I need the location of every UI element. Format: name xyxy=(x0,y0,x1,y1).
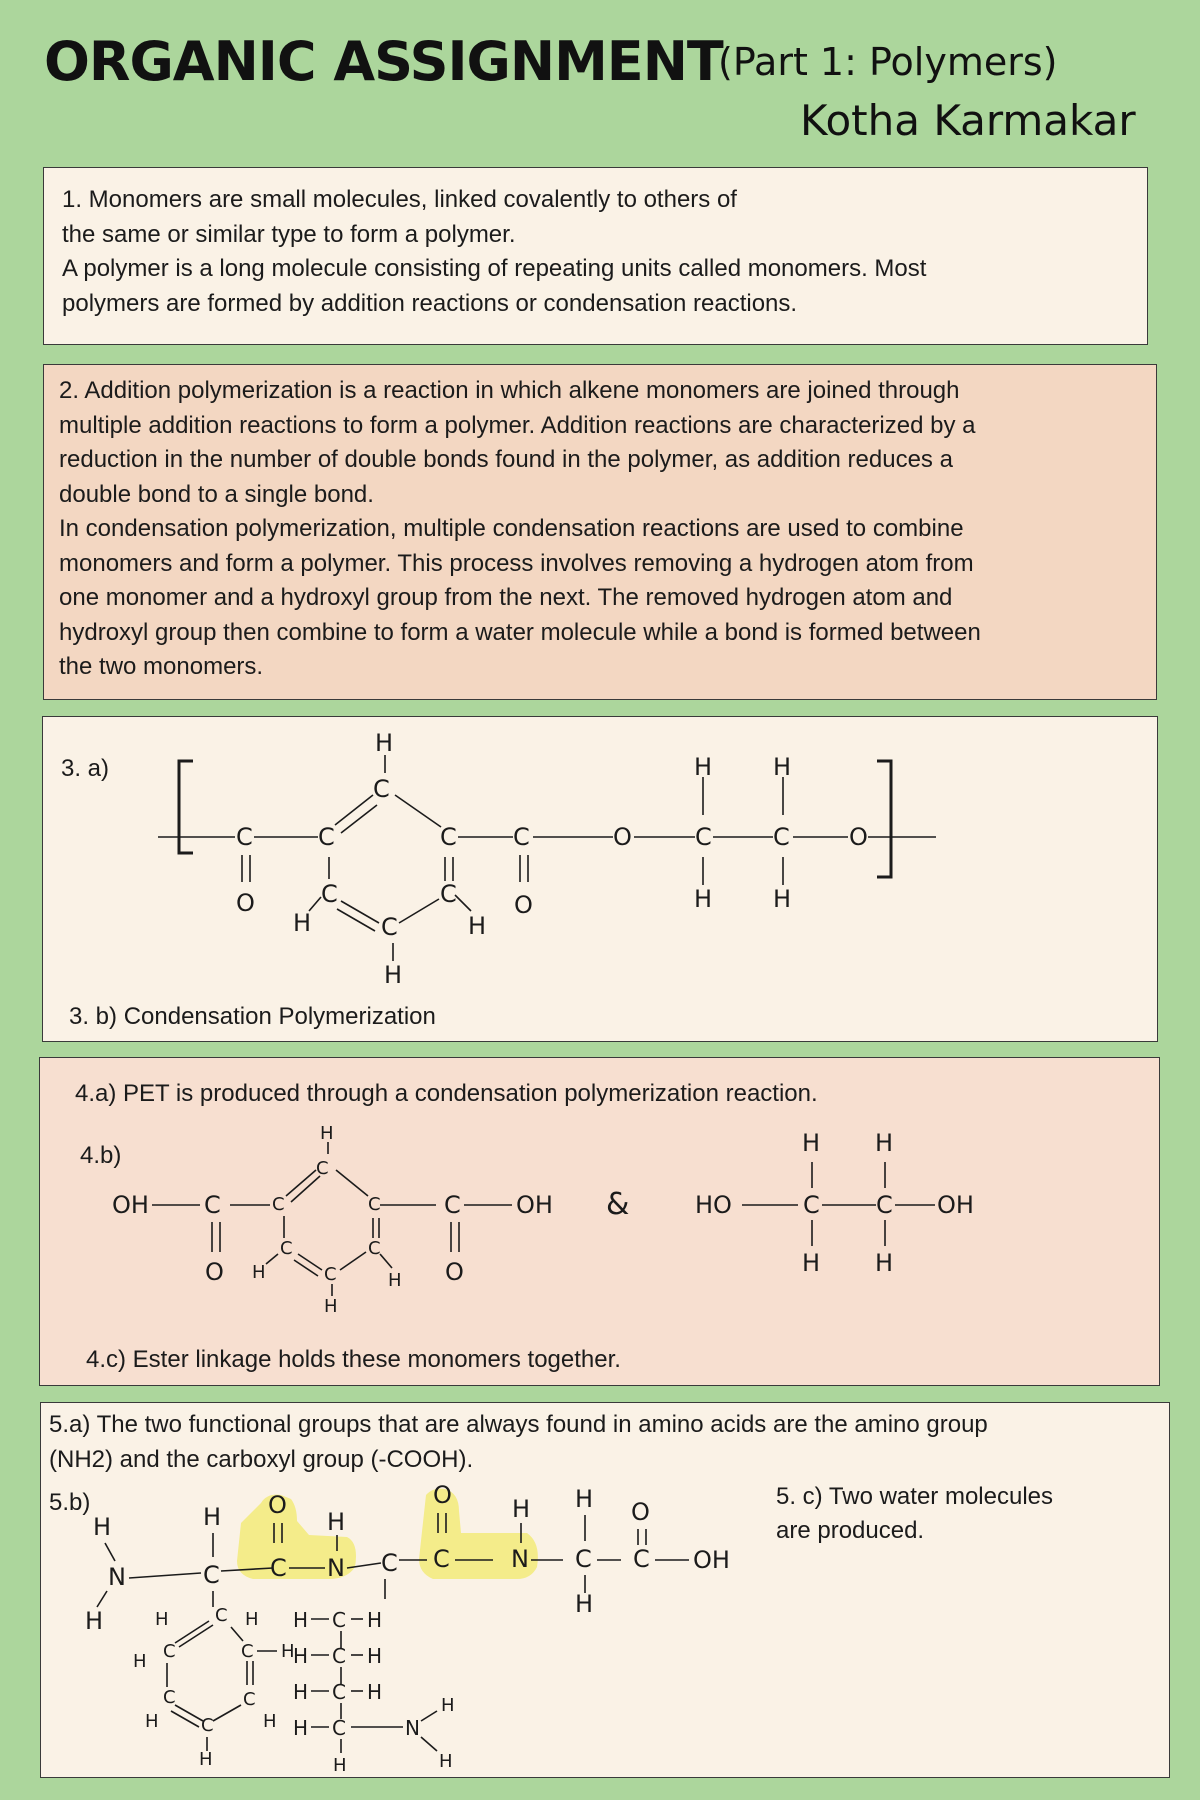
section-2-line: monomers and form a polymer. This process involves removing a hydrogen atom from xyxy=(59,549,974,577)
atom-c: C xyxy=(318,823,335,851)
section-2-text xyxy=(59,374,1156,685)
section-4a-label: 4.a) PET is produced through a condensation polymerization reaction. xyxy=(75,1080,818,1107)
section-5a-label-line2: (NH2) and the carboxyl group (-COOH). xyxy=(49,1446,474,1473)
atom-oh: OH xyxy=(693,1546,730,1574)
tripeptide-structure xyxy=(41,1403,1171,1779)
section-1-line: A polymer is a long molecule consisting of repeating units called monomers. Most xyxy=(62,255,927,282)
atom-h: H xyxy=(263,1711,277,1732)
atom-c: C xyxy=(270,1554,287,1582)
atom-c: C xyxy=(575,1545,592,1573)
atom-h: H xyxy=(802,1249,821,1277)
section-2-line: 2. Addition polymerization is a reaction in which alkene monomers are joined through xyxy=(59,377,960,404)
atom-h: H xyxy=(375,729,394,757)
atom-h: H xyxy=(367,1644,383,1668)
atom-c: C xyxy=(280,1238,293,1259)
atom-c: C xyxy=(316,1158,329,1179)
atom-c: C xyxy=(440,880,457,908)
page-subtitle: (Part 1: Polymers) xyxy=(718,40,1058,84)
section-2-line: double bond to a single bond. xyxy=(59,480,374,508)
atom-c: C xyxy=(163,1641,176,1662)
atom-c: C xyxy=(324,1264,337,1285)
atom-h: H xyxy=(320,1123,334,1144)
atom-h: H xyxy=(388,1270,402,1291)
section-3a-label: 3. a) xyxy=(61,755,110,782)
atom-h: H xyxy=(245,1609,259,1630)
atom-c: C xyxy=(876,1191,893,1219)
atom-c: C xyxy=(203,1561,220,1589)
atom-c: C xyxy=(373,775,390,803)
atom-o: O xyxy=(631,1498,650,1526)
atom-h: H xyxy=(327,1508,346,1536)
atom-c: C xyxy=(243,1689,256,1710)
atom-n: N xyxy=(511,1545,529,1573)
atom-n: N xyxy=(405,1716,420,1740)
atom-h: H xyxy=(85,1607,104,1635)
atom-h: H xyxy=(575,1590,594,1618)
atom-c: C xyxy=(633,1545,650,1573)
atom-c: C xyxy=(773,823,790,851)
atom-oh: OH xyxy=(112,1191,149,1219)
atom-c: C xyxy=(241,1641,254,1662)
atom-c: C xyxy=(204,1191,221,1219)
section-2-line: one monomer and a hydroxyl group from the next. The removed hydrogen atom and xyxy=(59,584,953,611)
atom-c: C xyxy=(368,1238,381,1259)
atom-h: H xyxy=(575,1485,594,1513)
atom-o: O xyxy=(205,1258,224,1286)
section-2-line: the two monomers. xyxy=(59,653,264,680)
atom-h: H xyxy=(155,1609,169,1630)
atom-n: N xyxy=(327,1554,345,1582)
atom-h: H xyxy=(252,1262,266,1283)
atom-c: C xyxy=(236,823,253,851)
atom-h: H xyxy=(875,1249,894,1277)
section-2-line: In condensation polymerization, multiple condensation reactions are used to combine xyxy=(59,515,964,542)
atom-o: O xyxy=(268,1491,287,1519)
atom-h: H xyxy=(293,1608,309,1632)
atom-h: H xyxy=(93,1513,112,1541)
atom-o: O xyxy=(445,1258,464,1286)
section-2-line: multiple addition reactions to form a polymer. Addition reactions are characterized by a xyxy=(59,411,976,439)
section-5-box xyxy=(40,1402,1170,1778)
section-4c-label: 4.c) Ester linkage holds these monomers together. xyxy=(86,1346,621,1373)
atom-h: H xyxy=(281,1641,295,1662)
atom-h: H xyxy=(875,1129,894,1157)
atom-h: H xyxy=(441,1695,455,1716)
section-1-line: 1. Monomers are small molecules, linked covalently to others of xyxy=(62,186,737,213)
atom-o: O xyxy=(849,823,868,851)
atom-c: C xyxy=(332,1680,346,1704)
atom-h: H xyxy=(367,1608,383,1632)
section-2-box xyxy=(43,364,1157,700)
section-3-box xyxy=(42,716,1158,1042)
atom-c: C xyxy=(272,1194,285,1215)
atom-h: H xyxy=(694,753,713,781)
atom-c: C xyxy=(513,823,530,851)
section-5c-label-line1: 5. c) Two water molecules xyxy=(776,1483,1053,1510)
section-5a-label-line1: 5.a) The two functional groups that are always found in amino acids are the amino group xyxy=(49,1411,988,1438)
atom-c: C xyxy=(440,823,457,851)
atom-h: H xyxy=(203,1503,222,1531)
atom-h: H xyxy=(293,1644,309,1668)
atom-c: C xyxy=(163,1687,176,1708)
atom-h: H xyxy=(773,885,792,913)
atom-h: H xyxy=(439,1751,453,1772)
ampersand: & xyxy=(606,1187,630,1222)
atom-o: O xyxy=(613,823,632,851)
atom-c: C xyxy=(695,823,712,851)
atom-c: C xyxy=(381,1549,398,1577)
atom-c: C xyxy=(332,1644,346,1668)
section-3b-label: 3. b) Condensation Polymerization xyxy=(69,1003,436,1030)
atom-o: O xyxy=(236,889,255,917)
atom-h: H xyxy=(694,885,713,913)
atom-c: C xyxy=(321,880,338,908)
section-2-line: hydroxyl group then combine to form a water molecule while a bond is formed between xyxy=(59,618,981,646)
atom-h: H xyxy=(293,1716,309,1740)
atom-h: H xyxy=(324,1296,338,1317)
atom-c: C xyxy=(332,1716,346,1740)
atom-h: H xyxy=(145,1711,159,1732)
atom-oh: OH xyxy=(516,1191,553,1219)
pet-repeat-unit-structure xyxy=(43,717,1159,1043)
atom-o: O xyxy=(514,891,533,919)
atom-h: H xyxy=(512,1495,531,1523)
section-4b-label: 4.b) xyxy=(80,1142,122,1169)
atom-h: H xyxy=(293,909,312,937)
section-2-line: reduction in the number of double bonds found in the polymer, as addition reduces a xyxy=(59,446,953,473)
atom-c: C xyxy=(215,1605,228,1626)
atom-c: C xyxy=(433,1545,450,1573)
section-4-box xyxy=(39,1057,1160,1386)
page-title: ORGANIC ASSIGNMENT xyxy=(44,30,723,93)
atom-c: C xyxy=(444,1191,461,1219)
atom-h: H xyxy=(384,961,403,989)
atom-ho: HO xyxy=(695,1191,732,1219)
atom-c: C xyxy=(381,913,398,941)
section-5b-label: 5.b) xyxy=(49,1489,91,1516)
atom-h: H xyxy=(802,1129,821,1157)
atom-oh: OH xyxy=(937,1191,974,1219)
section-1-text xyxy=(62,183,1147,321)
atom-o: O xyxy=(433,1481,452,1509)
pet-monomers-structure xyxy=(40,1058,1161,1387)
atom-h: H xyxy=(293,1680,309,1704)
atom-h: H xyxy=(199,1749,213,1770)
atom-h: H xyxy=(773,753,792,781)
section-1-line: the same or similar type to form a polymer. xyxy=(62,220,516,248)
atom-c: C xyxy=(803,1191,820,1219)
section-5c-label-line2: are produced. xyxy=(776,1517,925,1544)
author-name: Kotha Karmakar xyxy=(800,96,1136,145)
atom-h: H xyxy=(468,912,487,940)
atom-h: H xyxy=(133,1651,147,1672)
atom-c: C xyxy=(201,1715,214,1736)
atom-c: C xyxy=(368,1194,381,1215)
atom-h: H xyxy=(367,1680,383,1704)
atom-n: N xyxy=(108,1563,126,1591)
section-1-box xyxy=(43,167,1148,345)
section-1-line: polymers are formed by addition reactions or condensation reactions. xyxy=(62,289,798,317)
atom-h: H xyxy=(333,1755,347,1776)
atom-c: C xyxy=(332,1608,346,1632)
